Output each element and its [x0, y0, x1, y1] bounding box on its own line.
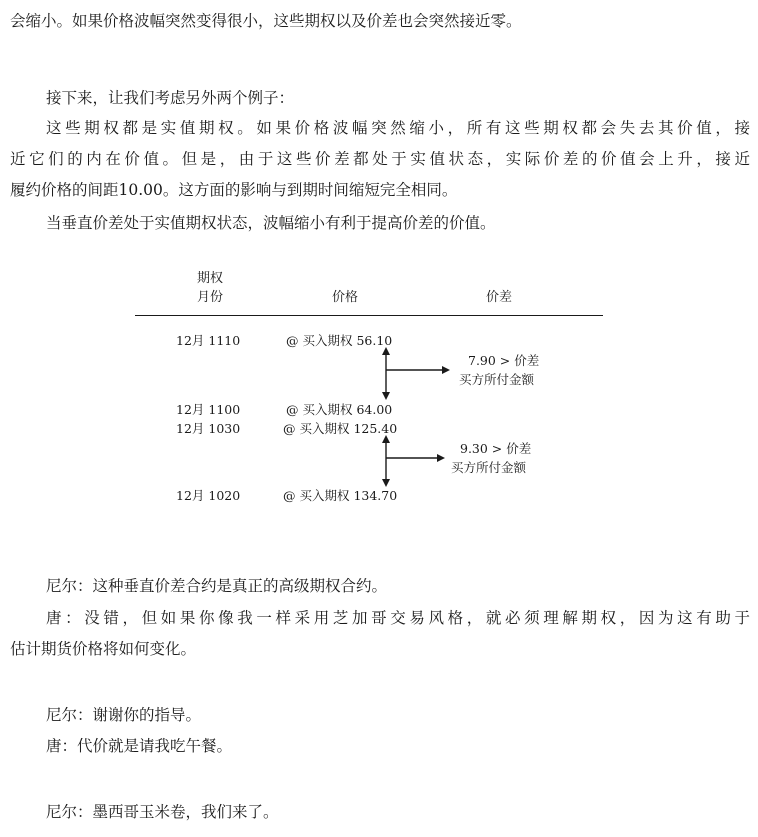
table-row-price: @ 买入期权 134.70: [283, 488, 398, 503]
paragraph-line: 这些期权都是实值期权。如果价格波幅突然缩小，所有这些期权都会失去其价值，接: [46, 119, 750, 137]
spread-annotation-value: 9.30 > 价差: [460, 441, 532, 456]
paragraph-conclusion: 当垂直价差处于实值期权状态，波幅缩小有利于提高价差的价值。: [46, 214, 496, 232]
table-row-price: @ 买入期权 125.40: [283, 421, 398, 436]
spread-annotation-value: 7.90 > 价差: [468, 353, 540, 368]
dialogue-line: 唐：代价就是请我吃午餐。: [46, 737, 233, 755]
table-header-month-line1: 期权: [196, 271, 223, 286]
table-row-price: @ 买入期权 64.00: [286, 402, 393, 417]
paragraph-line: 履约价格的间距10.00。这方面的影响与到期时间缩短完全相同。: [10, 181, 458, 199]
dialogue-line: 尼尔：这种垂直价差合约是真正的高级期权合约。: [46, 577, 388, 595]
table-row-price: @ 买入期权 56.10: [286, 333, 393, 348]
paragraph-intro-examples: 接下来，让我们考虑另外两个例子：: [46, 89, 295, 107]
paragraph-line: 近它们的内在价值。但是，由于这些价差都处于实值状态，实际价差的价值会上升，接近: [10, 150, 750, 168]
dialogue-line: 尼尔：墨西哥玉米卷，我们来了。: [46, 803, 279, 821]
table-row-month: 12月 1030: [176, 421, 241, 436]
table-row-month: 12月 1100: [176, 402, 241, 417]
table-row-month: 12月 1110: [176, 333, 241, 348]
table-header-spread: 价差: [485, 290, 512, 305]
dialogue-line: 估计期货价格将如何变化。: [10, 640, 197, 658]
dialogue-line: 尼尔：谢谢你的指导。: [46, 706, 202, 724]
table-header-month-line2: 月份: [196, 290, 223, 305]
table-row-month: 12月 1020: [176, 488, 241, 503]
table-header-rule: [135, 315, 603, 316]
paragraph-continuation: 会缩小。如果价格波幅突然变得很小，这些期权以及价差也会突然接近零。: [10, 12, 522, 30]
table-header-price: 价格: [331, 290, 358, 305]
spread-annotation-label: 买方所付金额: [451, 460, 527, 475]
dialogue-line: 唐：没错，但如果你像我一样采用芝加哥交易风格，就必须理解期权，因为这有助于: [46, 609, 750, 627]
spread-annotation-label: 买方所付金额: [459, 372, 535, 387]
